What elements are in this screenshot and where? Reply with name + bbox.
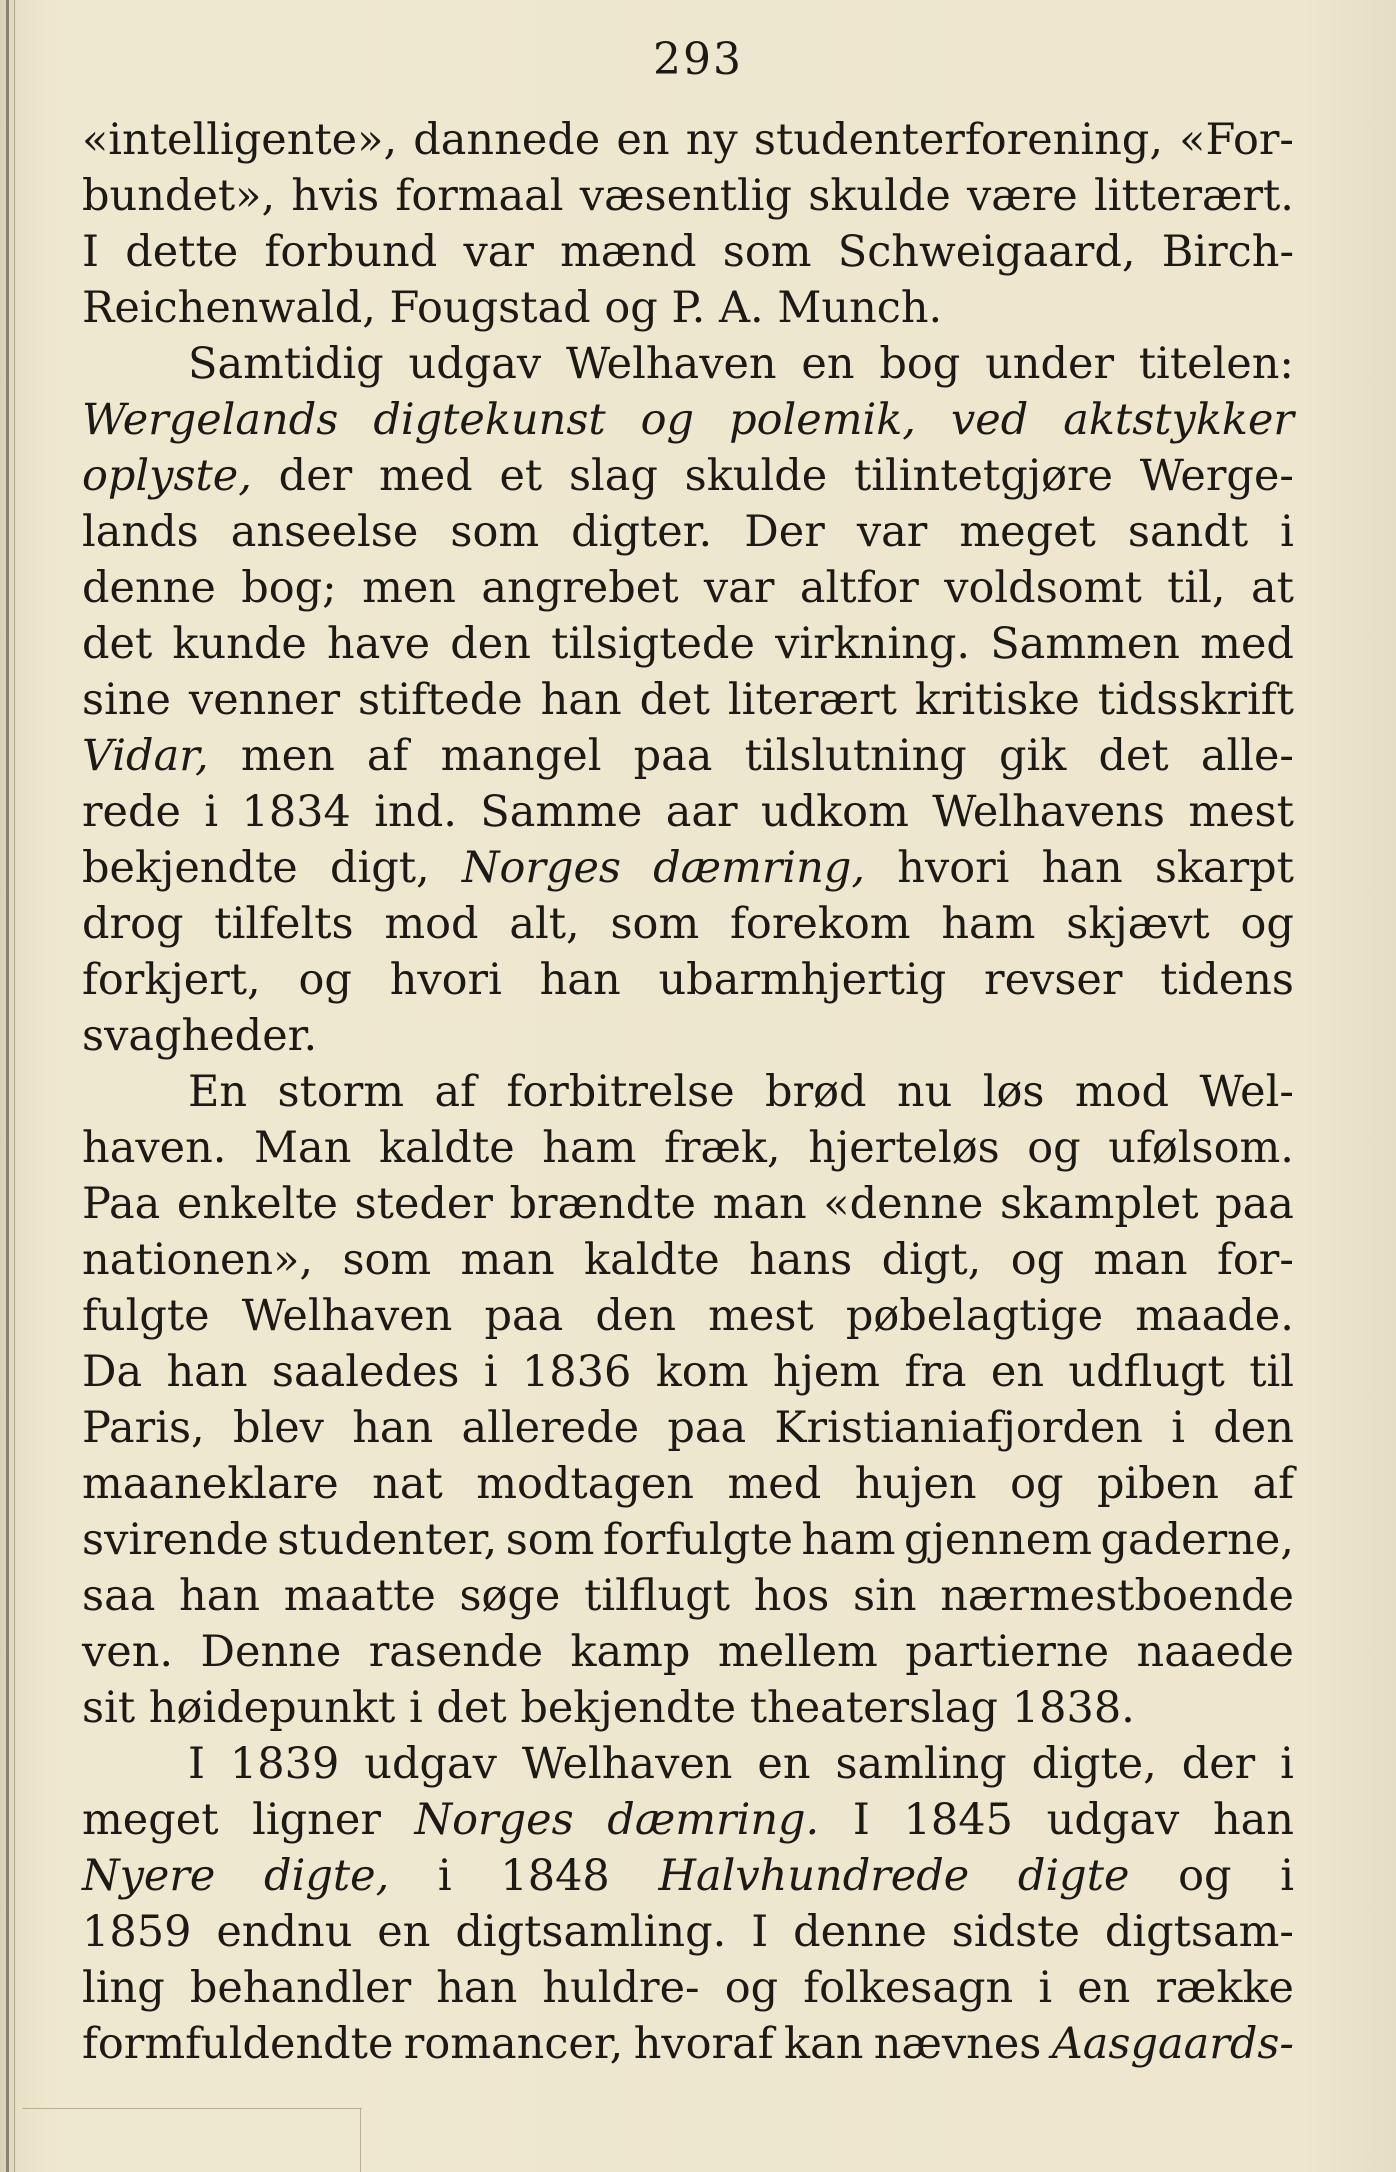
text-line xyxy=(82,1848,1294,1904)
word: en xyxy=(801,339,855,389)
word: En xyxy=(188,1067,248,1117)
word: Wel- xyxy=(1199,1067,1294,1117)
word: udgav xyxy=(408,339,542,389)
word: som xyxy=(342,1235,432,1285)
word: pøbelagtige xyxy=(845,1291,1104,1341)
word: han xyxy=(352,1403,434,1453)
word: Der xyxy=(744,507,825,557)
italic-word: Nyere xyxy=(82,1851,216,1901)
word: skulde xyxy=(684,451,828,501)
word: række xyxy=(1155,1963,1294,2013)
text-line xyxy=(82,1736,1294,1792)
word: alt, xyxy=(509,899,580,949)
word: forbund xyxy=(264,227,438,277)
word: mænd xyxy=(560,227,697,277)
word: som xyxy=(722,227,812,277)
word: der xyxy=(278,451,353,501)
word: han xyxy=(166,1347,248,1397)
text-line xyxy=(82,1064,1294,1120)
word: voldsomt xyxy=(944,563,1142,613)
word: Samtidig xyxy=(188,339,384,389)
word: hjem xyxy=(772,1347,881,1397)
word: i xyxy=(1038,1963,1053,2013)
word: kan xyxy=(784,2019,864,2069)
word: og xyxy=(1010,1235,1065,1285)
word: og xyxy=(1010,1459,1064,1509)
word: ind. xyxy=(374,787,457,837)
text-line xyxy=(82,560,1294,616)
word: Sammen xyxy=(990,619,1181,669)
text-line xyxy=(82,1792,1294,1848)
word: for- xyxy=(1217,1235,1294,1285)
text-line xyxy=(82,1624,1294,1680)
word: udflugt xyxy=(1068,1347,1225,1397)
word: studenter, xyxy=(277,1515,498,1565)
word: modtagen xyxy=(476,1459,695,1509)
word: mangel xyxy=(440,731,602,781)
italic-word: Aasgaards- xyxy=(1051,2019,1294,2069)
word: løs xyxy=(982,1067,1045,1117)
page-number: 293 xyxy=(653,34,743,85)
word: med xyxy=(727,1459,822,1509)
word: i xyxy=(1280,1851,1294,1901)
word: hvori xyxy=(897,843,1010,893)
text-line xyxy=(82,1456,1294,1512)
word: «For- xyxy=(1179,115,1294,165)
word: tilintetgjøre xyxy=(853,451,1113,501)
italic-word: digte xyxy=(1017,1851,1130,1901)
word: digter. xyxy=(571,507,713,557)
word: ling xyxy=(82,1963,165,2013)
word: var xyxy=(703,563,775,613)
text-line xyxy=(82,1232,1294,1288)
word: formfuldendte xyxy=(82,2019,394,2069)
word: kritiske xyxy=(914,675,1080,725)
word: i xyxy=(1171,1403,1186,1453)
word: formaal xyxy=(395,171,564,221)
word: tidens xyxy=(1160,955,1294,1005)
word: den xyxy=(1213,1403,1294,1453)
word: hans xyxy=(749,1235,853,1285)
binding-edge-inner xyxy=(14,0,15,2172)
word: han xyxy=(540,675,622,725)
word: behandler xyxy=(189,1963,412,2013)
text-line xyxy=(82,1960,1294,2016)
text-line xyxy=(82,728,1294,784)
word: en xyxy=(616,115,670,165)
word: I xyxy=(852,1795,870,1845)
word: brød xyxy=(765,1067,867,1117)
text-line xyxy=(82,1288,1294,1344)
word: virkning. xyxy=(775,619,971,669)
word: som xyxy=(610,899,700,949)
word: hvori xyxy=(389,955,502,1005)
word: det xyxy=(639,675,710,725)
word: haven. xyxy=(82,1123,227,1173)
word: angrebet xyxy=(481,563,679,613)
word: man xyxy=(1093,1235,1188,1285)
word: søge xyxy=(459,1571,561,1621)
word: 1848 xyxy=(500,1851,610,1901)
text-segment: svagheder. xyxy=(82,1011,318,1061)
word: af xyxy=(434,1067,477,1117)
word: anseelse xyxy=(230,507,419,557)
word: udgav xyxy=(364,1739,497,1789)
word: digtsamling. xyxy=(455,1907,727,1957)
word: ubarmhjertig xyxy=(658,955,947,1005)
italic-word: Norges xyxy=(461,843,621,893)
word: venner xyxy=(188,675,341,725)
word: digte, xyxy=(1031,1739,1157,1789)
word: Denne xyxy=(200,1627,342,1677)
word: digt, xyxy=(329,843,430,893)
word: og xyxy=(1027,1123,1081,1173)
word: piben xyxy=(1097,1459,1219,1509)
word: var xyxy=(463,227,534,277)
word: 1859 xyxy=(82,1907,192,1957)
word: naaede xyxy=(1136,1627,1294,1677)
text-line xyxy=(82,1680,1294,1736)
word: nærmestboende xyxy=(940,1571,1294,1621)
word: sine xyxy=(82,675,171,725)
word: i xyxy=(204,787,219,837)
scan-corner-line xyxy=(22,2108,362,2109)
word: kaldte xyxy=(584,1235,720,1285)
word: bundet», xyxy=(82,171,276,221)
word: det xyxy=(82,619,153,669)
word: denne xyxy=(793,1907,927,1957)
word: titelen: xyxy=(1138,339,1294,389)
word: tilsigtede xyxy=(551,619,755,669)
word: mod xyxy=(1074,1067,1170,1117)
word: med xyxy=(378,451,473,501)
text-line xyxy=(82,224,1294,280)
word: enkelte xyxy=(176,1179,338,1229)
word: aar xyxy=(665,787,738,837)
word: paa xyxy=(1215,1179,1294,1229)
word: ven. xyxy=(82,1627,174,1677)
word: denne xyxy=(82,563,216,613)
word: en xyxy=(757,1739,811,1789)
word: af xyxy=(1252,1459,1294,1509)
word: forfulgte xyxy=(602,1515,793,1565)
word: det xyxy=(1098,731,1169,781)
word: blev xyxy=(232,1403,324,1453)
word: allerede xyxy=(461,1403,640,1453)
word: sin xyxy=(853,1571,917,1621)
text-line xyxy=(82,1904,1294,1960)
word: dette xyxy=(125,227,239,277)
word: gaderne, xyxy=(1100,1515,1294,1565)
word: skarpt xyxy=(1154,843,1294,893)
word: ligner xyxy=(252,1795,381,1845)
word: der xyxy=(1181,1739,1256,1789)
word: den xyxy=(595,1291,677,1341)
scan-corner-line-vertical xyxy=(360,2108,361,2172)
word: Welhaven xyxy=(241,1291,453,1341)
word: mest xyxy=(1188,787,1294,837)
word: huldre- xyxy=(542,1963,700,2013)
word: saa xyxy=(82,1571,156,1621)
word: altfor xyxy=(799,563,919,613)
word: til xyxy=(1249,1347,1294,1397)
word: han xyxy=(436,1963,518,2013)
word: I xyxy=(82,227,99,277)
word: med xyxy=(1200,619,1294,669)
word: som xyxy=(450,507,540,557)
word: i xyxy=(1280,1739,1294,1789)
italic-word: Vidar, xyxy=(82,731,209,781)
body-text xyxy=(82,112,1294,2072)
word: drog xyxy=(82,899,184,949)
italic-word: dæmring, xyxy=(653,843,866,893)
word: digtsam- xyxy=(1104,1907,1294,1957)
word: forbitrelse xyxy=(506,1067,735,1117)
italic-word: Halvhundrede xyxy=(658,1851,970,1901)
italic-word: Norges xyxy=(414,1795,574,1845)
word: tilslutning xyxy=(744,731,967,781)
word: «denne xyxy=(823,1179,984,1229)
word: 1836 xyxy=(521,1347,632,1397)
word: Paa xyxy=(82,1179,161,1229)
word: hvoraf xyxy=(633,2019,774,2069)
word: sandt xyxy=(1127,507,1249,557)
word: Samme xyxy=(480,787,643,837)
word: kom xyxy=(655,1347,749,1397)
word: skamplet xyxy=(999,1179,1199,1229)
text-line xyxy=(82,1008,1294,1064)
word: en xyxy=(377,1907,431,1957)
word: rede xyxy=(82,787,181,837)
word: rasende xyxy=(368,1627,544,1677)
word: i xyxy=(1280,507,1294,557)
word: ham xyxy=(542,1123,637,1173)
text-line xyxy=(82,168,1294,224)
word: Welhaven xyxy=(521,1739,733,1789)
word: han xyxy=(1041,843,1123,893)
word: hvis xyxy=(291,171,380,221)
text-line xyxy=(82,616,1294,672)
italic-word: og xyxy=(640,395,695,445)
word: «intelligente», xyxy=(82,115,398,165)
word: i xyxy=(483,1347,498,1397)
text-line xyxy=(82,1512,1294,1568)
word: Da xyxy=(82,1347,143,1397)
word: som xyxy=(505,1515,595,1565)
text-line xyxy=(82,280,1294,336)
word: maatte xyxy=(283,1571,436,1621)
text-line xyxy=(82,1400,1294,1456)
word: romancer, xyxy=(403,2019,624,2069)
text-line xyxy=(82,336,1294,392)
text-line xyxy=(82,1120,1294,1176)
word: til, xyxy=(1167,563,1226,613)
word: folkesagn xyxy=(803,1963,1014,2013)
text-line xyxy=(82,1344,1294,1400)
word: kunde xyxy=(172,619,307,669)
word: ham xyxy=(941,899,1036,949)
word: man xyxy=(712,1179,807,1229)
word: man xyxy=(460,1235,555,1285)
word: saaledes xyxy=(271,1347,460,1397)
word: nationen», xyxy=(82,1235,314,1285)
word: og xyxy=(724,1963,779,2013)
text-line xyxy=(82,504,1294,560)
text-line xyxy=(82,952,1294,1008)
word: bog xyxy=(879,339,961,389)
word: kaldte xyxy=(378,1123,515,1173)
word: den xyxy=(450,619,531,669)
word: revser xyxy=(984,955,1123,1005)
text-line xyxy=(82,784,1294,840)
text-line xyxy=(82,896,1294,952)
word: dannede xyxy=(413,115,601,165)
word: han xyxy=(1212,1795,1294,1845)
text-line xyxy=(82,1568,1294,1624)
word: paa xyxy=(633,731,713,781)
word: under xyxy=(985,339,1114,389)
word: paa xyxy=(484,1291,564,1341)
word: I xyxy=(751,1907,769,1957)
word: hujen xyxy=(854,1459,977,1509)
italic-word: digtekunst xyxy=(373,395,606,445)
word: 1834 xyxy=(241,787,351,837)
word: en xyxy=(1077,1963,1131,2013)
word: en xyxy=(990,1347,1045,1397)
word: skulde xyxy=(808,171,951,221)
word: gjennem xyxy=(904,1515,1092,1565)
word: udgav xyxy=(1046,1795,1180,1845)
word: bekjendte xyxy=(82,843,298,893)
word: literært xyxy=(727,675,897,725)
word: han xyxy=(539,955,621,1005)
italic-word: digte, xyxy=(264,1851,390,1901)
word: alle- xyxy=(1200,731,1294,781)
word: at xyxy=(1250,563,1294,613)
word: ufølsom. xyxy=(1108,1123,1294,1173)
text-line xyxy=(82,672,1294,728)
word: stiftede xyxy=(357,675,523,725)
word: Welhaven xyxy=(565,339,777,389)
word: forekom xyxy=(730,899,911,949)
word: studenterforening, xyxy=(753,115,1164,165)
word: var xyxy=(856,507,928,557)
word: lands xyxy=(82,507,199,557)
word: meget xyxy=(959,507,1096,557)
word: nat xyxy=(372,1459,443,1509)
word: mod xyxy=(384,899,479,949)
text-line xyxy=(82,448,1294,504)
text-line xyxy=(82,2016,1294,2072)
binding-edge xyxy=(6,0,9,2172)
word: fræk, xyxy=(663,1123,781,1173)
word: være xyxy=(967,171,1078,221)
word: fulgte xyxy=(82,1291,210,1341)
word: storm xyxy=(277,1067,405,1117)
word: endnu xyxy=(216,1907,353,1957)
word: sidste xyxy=(951,1907,1080,1957)
text-segment: sit høidepunkt i det bekjendte theaterslag 1838. xyxy=(82,1683,1135,1733)
italic-word: polemik, xyxy=(729,395,916,445)
word: samling xyxy=(835,1739,1007,1789)
word: tidsskrift xyxy=(1097,675,1294,725)
word: Schweigaard, xyxy=(837,227,1136,277)
word: Birch- xyxy=(1161,227,1294,277)
word: Werge- xyxy=(1139,451,1294,501)
word: forkjert, xyxy=(82,955,261,1005)
word: tilfelts xyxy=(214,899,354,949)
word: slag xyxy=(568,451,658,501)
word: Welhavens xyxy=(932,787,1165,837)
word: have xyxy=(327,619,431,669)
italic-word: oplyste, xyxy=(82,451,252,501)
word: Paris, xyxy=(82,1403,205,1453)
italic-word: aktstykker xyxy=(1063,395,1294,445)
text-line xyxy=(82,112,1294,168)
word: hos xyxy=(753,1571,830,1621)
word: steder xyxy=(354,1179,493,1229)
word: af xyxy=(366,731,409,781)
word: I xyxy=(188,1739,205,1789)
word: og xyxy=(1240,899,1294,949)
word: svirende xyxy=(82,1515,269,1565)
word: og xyxy=(1178,1851,1232,1901)
word: maaneklare xyxy=(82,1459,339,1509)
word: men xyxy=(240,731,335,781)
word: brændte xyxy=(509,1179,696,1229)
word: han xyxy=(179,1571,261,1621)
word: i xyxy=(437,1851,452,1901)
word: 1839 xyxy=(229,1739,340,1789)
word: skjævt xyxy=(1066,899,1210,949)
word: tilflugt xyxy=(584,1571,731,1621)
word: digt, xyxy=(881,1235,982,1285)
word: paa xyxy=(667,1403,747,1453)
word: væsentlig xyxy=(579,171,793,221)
text-line xyxy=(82,840,1294,896)
italic-word: ved xyxy=(950,395,1029,445)
word: men xyxy=(362,563,456,613)
text-line xyxy=(82,392,1294,448)
word: kamp xyxy=(570,1627,691,1677)
word: ny xyxy=(685,115,738,165)
word: fra xyxy=(904,1347,967,1397)
word: mellem xyxy=(717,1627,878,1677)
text-segment: Reichenwald, Fougstad og P. A. Munch. xyxy=(82,283,943,333)
text-line xyxy=(82,1176,1294,1232)
word: ham xyxy=(801,1515,896,1565)
italic-word: Wergelands xyxy=(82,395,339,445)
word: litterært. xyxy=(1093,171,1294,221)
word: bog; xyxy=(241,563,337,613)
word: maade. xyxy=(1135,1291,1294,1341)
word: meget xyxy=(82,1795,219,1845)
word: og xyxy=(298,955,352,1005)
word: Kristianiafjorden xyxy=(774,1403,1143,1453)
word: hjerteløs xyxy=(808,1123,1000,1173)
word: et xyxy=(499,451,543,501)
italic-word: dæmring. xyxy=(607,1795,820,1845)
word: mest xyxy=(708,1291,814,1341)
word: partierne xyxy=(905,1627,1110,1677)
word: udkom xyxy=(760,787,909,837)
word: Man xyxy=(254,1123,352,1173)
word: gik xyxy=(998,731,1067,781)
word: nævnes xyxy=(873,2019,1042,2069)
word: nu xyxy=(896,1067,953,1117)
word: 1845 xyxy=(903,1795,1013,1845)
